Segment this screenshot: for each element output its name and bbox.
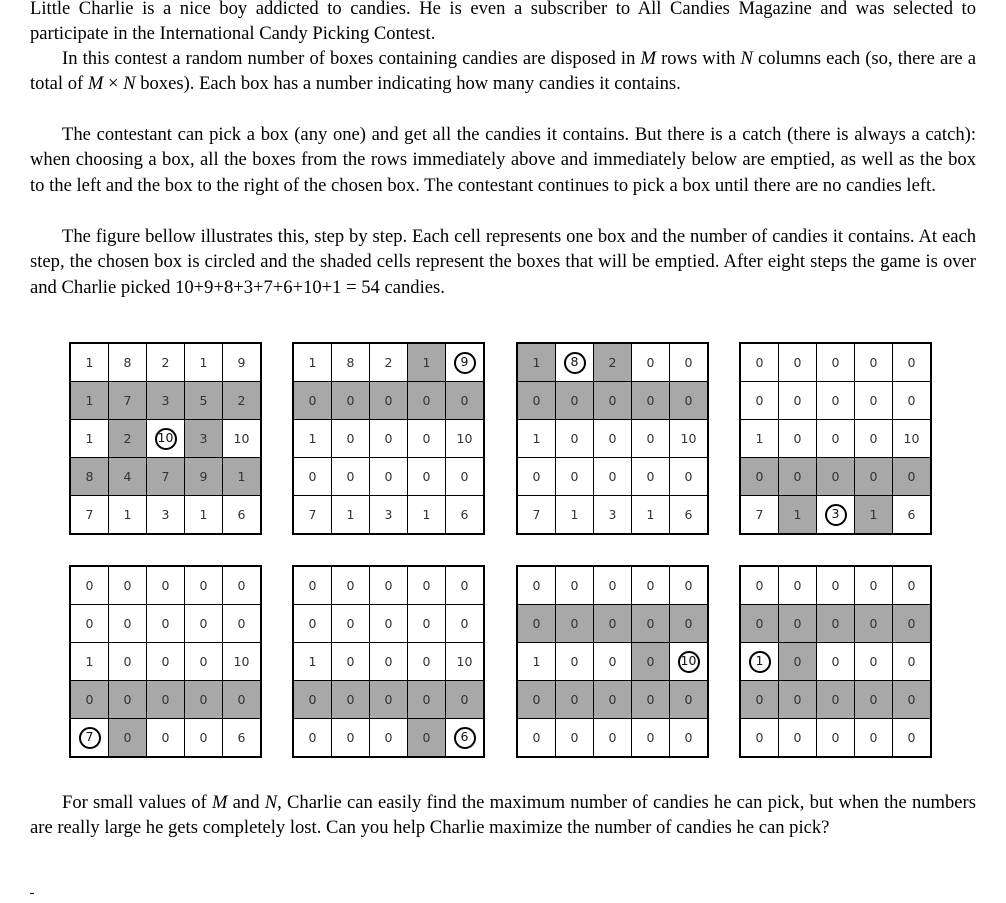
candy-box: 9 — [223, 343, 262, 382]
contest-text-3: columns each (so, there are a total of — [30, 48, 976, 95]
candy-box: 0 — [740, 566, 779, 605]
candy-box: 0 — [632, 681, 670, 719]
candy-box: 0 — [370, 566, 408, 605]
var-m: M — [87, 73, 104, 95]
candy-box: 0 — [223, 566, 262, 605]
candy-box: 0 — [594, 382, 632, 420]
grid-row — [70, 420, 261, 458]
chosen-box — [70, 719, 109, 758]
candy-box: 0 — [855, 343, 893, 382]
candy-box: 1 — [332, 496, 370, 535]
candy-box: 0 — [370, 382, 408, 420]
contest-text-1: In this contest a random number of boxes containing candies are disposed in — [62, 48, 641, 69]
candy-box: 1 — [855, 496, 893, 535]
grid-row — [293, 458, 484, 496]
candy-box: 3 — [370, 496, 408, 535]
chosen-circle: 9 — [454, 352, 476, 374]
candy-box: 0 — [147, 566, 185, 605]
candy-box: 0 — [332, 643, 370, 681]
candy-box: 10 — [223, 643, 262, 681]
candy-box: 1 — [223, 458, 262, 496]
grid-row — [293, 566, 484, 605]
grid-row — [517, 458, 708, 496]
candy-box: 0 — [109, 719, 147, 758]
grid-row — [517, 420, 708, 458]
candy-box: 0 — [332, 681, 370, 719]
candy-box: 0 — [779, 643, 817, 681]
candy-box: 0 — [408, 458, 446, 496]
candy-box: 0 — [332, 382, 370, 420]
grid-row — [740, 420, 931, 458]
candy-box: 0 — [670, 681, 709, 719]
candy-box: 0 — [293, 458, 332, 496]
candy-box: 0 — [893, 343, 932, 382]
grid-row — [517, 343, 708, 382]
candy-box: 0 — [893, 643, 932, 681]
candy-box: 0 — [817, 382, 855, 420]
candy-box: 0 — [332, 566, 370, 605]
step-grid — [69, 342, 262, 535]
candy-box: 0 — [109, 643, 147, 681]
candy-box: 0 — [556, 382, 594, 420]
candy-box: 0 — [517, 566, 556, 605]
candy-box: 0 — [109, 566, 147, 605]
chosen-box — [740, 643, 779, 681]
grid-row — [740, 719, 931, 758]
candy-box: 0 — [594, 681, 632, 719]
chosen-box — [147, 420, 185, 458]
candy-box: 1 — [408, 496, 446, 535]
candy-box: 1 — [185, 496, 223, 535]
candy-box: 1 — [293, 420, 332, 458]
candy-box: 0 — [893, 458, 932, 496]
grid-row — [740, 681, 931, 719]
candy-box: 0 — [779, 719, 817, 758]
candy-box: 0 — [517, 719, 556, 758]
candy-box: 0 — [293, 681, 332, 719]
candy-box: 1 — [556, 496, 594, 535]
var-n: N — [123, 73, 136, 95]
candy-box: 1 — [185, 343, 223, 382]
grid-row — [517, 681, 708, 719]
candy-box: 0 — [779, 566, 817, 605]
candy-box: 0 — [370, 681, 408, 719]
chosen-circle: 10 — [155, 428, 177, 450]
grid-row — [517, 566, 708, 605]
candy-box: 1 — [70, 420, 109, 458]
var-n: N — [264, 792, 278, 813]
candy-box: 0 — [632, 343, 670, 382]
candy-box: 0 — [594, 719, 632, 758]
candy-box: 0 — [517, 681, 556, 719]
candy-box: 6 — [893, 496, 932, 535]
question-paragraph — [30, 790, 976, 841]
rules-paragraph: The contestant can pick a box (any one) and get all the candies it contains. But there is a catch (there is always a catch): when choosing a box, all the boxes from the rows immediately above and immediately below are emptied, as well as the box to the left and the box to the right of the chosen box. The contestant continues to pick a box until there are no candies left. — [30, 124, 976, 196]
grid-row — [517, 605, 708, 643]
grid-row — [740, 566, 931, 605]
candy-box: 0 — [185, 643, 223, 681]
candy-box: 0 — [408, 681, 446, 719]
candy-box: 10 — [893, 420, 932, 458]
candy-box: 0 — [408, 719, 446, 758]
candy-box: 0 — [556, 605, 594, 643]
candy-box: 0 — [70, 681, 109, 719]
step-grid — [292, 342, 485, 535]
contest-text-4: boxes). Each box has a number indicating how many candies it contains. — [135, 73, 681, 95]
candy-box: 0 — [185, 566, 223, 605]
candy-box: 0 — [632, 719, 670, 758]
candy-box: 0 — [817, 343, 855, 382]
candy-box: 5 — [185, 382, 223, 420]
candy-box: 0 — [293, 566, 332, 605]
candy-box: 1 — [293, 343, 332, 382]
grid-row — [293, 382, 484, 420]
candy-box: 0 — [556, 643, 594, 681]
candy-box: 1 — [70, 382, 109, 420]
candy-box: 7 — [147, 458, 185, 496]
candy-box: 0 — [556, 681, 594, 719]
candy-box: 2 — [147, 343, 185, 382]
candy-box: 0 — [632, 643, 670, 681]
candy-box: 0 — [670, 343, 709, 382]
candy-box: 8 — [109, 343, 147, 382]
candy-box: 0 — [446, 382, 485, 420]
candy-box: 7 — [70, 496, 109, 535]
candy-box: 7 — [740, 496, 779, 535]
candy-box: 0 — [408, 420, 446, 458]
candy-box: 0 — [893, 605, 932, 643]
candy-box: 0 — [556, 458, 594, 496]
step-grid — [739, 565, 932, 758]
contest-text-2: rows with — [655, 48, 741, 69]
candy-box: 0 — [446, 605, 485, 643]
candy-box: 0 — [893, 382, 932, 420]
grid-row — [293, 719, 484, 758]
chosen-circle: 7 — [79, 727, 101, 749]
candy-box: 1 — [70, 343, 109, 382]
contest-paragraph — [30, 46, 976, 97]
grid-row — [70, 719, 261, 758]
candy-box: 0 — [594, 458, 632, 496]
candy-box: 4 — [109, 458, 147, 496]
candy-box: 7 — [517, 496, 556, 535]
candy-box: 1 — [517, 343, 556, 382]
candy-box: 0 — [147, 643, 185, 681]
candy-box: 0 — [556, 719, 594, 758]
grid-row — [293, 420, 484, 458]
candy-box: 0 — [408, 382, 446, 420]
candy-box: 0 — [670, 566, 709, 605]
candy-box: 2 — [594, 343, 632, 382]
candy-box: 0 — [594, 643, 632, 681]
candy-box: 0 — [817, 719, 855, 758]
candy-box: 10 — [446, 420, 485, 458]
var-m: M — [211, 792, 228, 813]
candy-box: 1 — [740, 420, 779, 458]
chosen-box — [446, 719, 485, 758]
candy-box: 0 — [332, 420, 370, 458]
candy-box: 0 — [670, 605, 709, 643]
chosen-box — [556, 343, 594, 382]
var-n: N — [740, 48, 753, 69]
grid-row — [740, 343, 931, 382]
candy-box: 2 — [370, 343, 408, 382]
candy-box: 0 — [817, 420, 855, 458]
candy-box: 0 — [893, 566, 932, 605]
candy-box: 10 — [223, 420, 262, 458]
candy-box: 0 — [332, 605, 370, 643]
candy-box: 1 — [408, 343, 446, 382]
step-grid — [292, 565, 485, 758]
step-grid — [69, 565, 262, 758]
candy-box: 0 — [855, 681, 893, 719]
candy-box: 0 — [855, 382, 893, 420]
candy-box: 0 — [556, 420, 594, 458]
candy-box: 0 — [670, 458, 709, 496]
candy-box: 3 — [147, 496, 185, 535]
candy-box: 2 — [223, 382, 262, 420]
candy-box: 1 — [517, 420, 556, 458]
grid-row — [740, 496, 931, 535]
candy-box: 0 — [293, 382, 332, 420]
candy-box: 0 — [223, 681, 262, 719]
candy-box: 0 — [293, 605, 332, 643]
candy-box: 10 — [446, 643, 485, 681]
candy-box: 0 — [740, 681, 779, 719]
step-grid — [739, 342, 932, 535]
candy-box: 0 — [740, 382, 779, 420]
step-grid — [516, 342, 709, 535]
candy-box: 1 — [779, 496, 817, 535]
grid-row — [70, 496, 261, 535]
candy-box: 1 — [632, 496, 670, 535]
candy-box: 0 — [147, 605, 185, 643]
candy-box: 8 — [332, 343, 370, 382]
chosen-circle: 1 — [749, 651, 771, 673]
candy-box: 0 — [779, 605, 817, 643]
times-sign: × — [103, 73, 124, 95]
candy-box: 0 — [408, 605, 446, 643]
candy-box: 0 — [223, 605, 262, 643]
grid-row — [70, 605, 261, 643]
candy-box: 6 — [446, 496, 485, 535]
candy-box: 6 — [223, 719, 262, 758]
candy-box: 1 — [293, 643, 332, 681]
candy-box: 0 — [147, 681, 185, 719]
page-continuation-mark — [30, 893, 34, 897]
chosen-circle: 8 — [564, 352, 586, 374]
candy-box: 3 — [147, 382, 185, 420]
candy-box: 0 — [779, 458, 817, 496]
candy-box: 0 — [670, 719, 709, 758]
candy-box: 0 — [370, 420, 408, 458]
candy-box: 0 — [670, 382, 709, 420]
var-m: M — [640, 48, 656, 69]
candy-box: 0 — [855, 643, 893, 681]
candy-box: 0 — [332, 458, 370, 496]
candy-box: 0 — [632, 382, 670, 420]
candy-box: 0 — [408, 566, 446, 605]
candy-box: 0 — [817, 681, 855, 719]
candy-box: 0 — [632, 458, 670, 496]
candy-box: 0 — [185, 719, 223, 758]
candy-box: 0 — [517, 605, 556, 643]
candy-box: 0 — [855, 566, 893, 605]
candy-box: 0 — [594, 566, 632, 605]
candy-box: 0 — [855, 719, 893, 758]
grid-row — [70, 458, 261, 496]
candy-box: 0 — [109, 605, 147, 643]
grid-row — [740, 382, 931, 420]
question-text-1: For small values of — [62, 792, 212, 813]
candy-box: 1 — [109, 496, 147, 535]
intro-paragraph: Little Charlie is a nice boy addicted to candies. He is even a subscriber to All Candies Magazine and was selected to participate in the International Candy Picking Contest. — [30, 0, 976, 45]
candy-box: 0 — [855, 605, 893, 643]
grid-row — [70, 343, 261, 382]
candy-box: 8 — [70, 458, 109, 496]
candy-box: 10 — [670, 420, 709, 458]
step-grid — [516, 565, 709, 758]
candy-box: 9 — [185, 458, 223, 496]
grid-row — [70, 643, 261, 681]
grid-row — [70, 382, 261, 420]
grid-row — [517, 382, 708, 420]
grid-row — [740, 643, 931, 681]
grid-row — [293, 605, 484, 643]
candy-box: 3 — [185, 420, 223, 458]
grid-row — [517, 496, 708, 535]
candy-box: 0 — [185, 605, 223, 643]
candy-box: 0 — [817, 458, 855, 496]
candy-box: 0 — [70, 566, 109, 605]
candy-box: 6 — [223, 496, 262, 535]
candy-box: 0 — [740, 719, 779, 758]
chosen-box — [670, 643, 709, 681]
candy-box: 0 — [370, 719, 408, 758]
candy-box: 0 — [370, 605, 408, 643]
grid-row — [740, 458, 931, 496]
grid-row — [70, 681, 261, 719]
candy-box: 0 — [408, 643, 446, 681]
candy-box: 0 — [185, 681, 223, 719]
candy-box: 0 — [632, 605, 670, 643]
candy-box: 0 — [779, 681, 817, 719]
chosen-box — [817, 496, 855, 535]
candy-box: 0 — [740, 343, 779, 382]
candy-box: 0 — [332, 719, 370, 758]
candy-box: 1 — [517, 643, 556, 681]
candy-box: 0 — [446, 458, 485, 496]
grid-row — [70, 566, 261, 605]
grid-row — [293, 343, 484, 382]
grid-row — [740, 605, 931, 643]
candy-box: 0 — [779, 420, 817, 458]
candy-box: 0 — [817, 605, 855, 643]
candy-box: 0 — [855, 420, 893, 458]
candy-box: 0 — [632, 566, 670, 605]
chosen-circle: 6 — [454, 727, 476, 749]
candy-box: 0 — [446, 566, 485, 605]
candy-box: 0 — [817, 566, 855, 605]
candy-box: 0 — [446, 681, 485, 719]
chosen-box — [446, 343, 485, 382]
candy-box: 0 — [594, 420, 632, 458]
candy-box: 0 — [293, 719, 332, 758]
grid-row — [293, 643, 484, 681]
candy-box: 6 — [670, 496, 709, 535]
candy-box: 0 — [632, 420, 670, 458]
question-text-3: , Charlie can easily find the maximum number of candies he can pick, but when the numbers are really large he gets completely lost. Can you help Charlie maximize the number of candies he can pick? — [30, 792, 976, 839]
candy-box: 0 — [893, 719, 932, 758]
candy-box: 1 — [70, 643, 109, 681]
candy-box: 0 — [70, 605, 109, 643]
candy-box: 7 — [109, 382, 147, 420]
grid-row — [517, 719, 708, 758]
grid-row — [517, 643, 708, 681]
candy-box: 0 — [109, 681, 147, 719]
candy-box: 0 — [556, 566, 594, 605]
candy-box: 0 — [779, 343, 817, 382]
figure-description-paragraph: The figure bellow illustrates this, step by step. Each cell represents one box and the number of candies it contains. At each step, the chosen box is circled and the shaded cells represent the boxes that will be emptied. After eight steps the game is over and Charlie picked 10+9+8+3+7+6+10+1 = 54 candies. — [30, 226, 976, 298]
candy-box: 0 — [855, 458, 893, 496]
candy-box: 0 — [779, 382, 817, 420]
candy-box: 0 — [517, 458, 556, 496]
candy-box: 0 — [370, 643, 408, 681]
grid-row — [293, 681, 484, 719]
grid-row — [293, 496, 484, 535]
candy-box: 2 — [109, 420, 147, 458]
candy-box: 3 — [594, 496, 632, 535]
candy-box: 7 — [293, 496, 332, 535]
question-text-2: and — [227, 792, 265, 813]
candy-box: 0 — [370, 458, 408, 496]
chosen-circle: 10 — [678, 651, 700, 673]
candy-box: 0 — [147, 719, 185, 758]
candy-box: 0 — [740, 458, 779, 496]
chosen-circle: 3 — [825, 504, 847, 526]
candy-box: 0 — [740, 605, 779, 643]
candy-box: 0 — [517, 382, 556, 420]
candy-box: 0 — [817, 643, 855, 681]
candy-box: 0 — [893, 681, 932, 719]
candy-box: 0 — [594, 605, 632, 643]
